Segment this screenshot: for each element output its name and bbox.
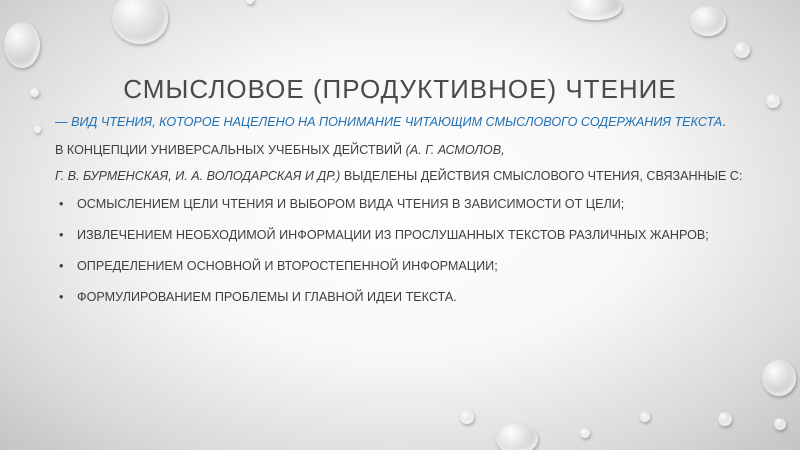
water-drop-decoration: [496, 424, 538, 450]
list-item-text: ИЗВЛЕЧЕНИЕМ НЕОБХОДИМОЙ ИНФОРМАЦИИ ИЗ ПРОСЛУШАННЫХ ТЕКСТОВ РАЗЛИЧНЫХ ЖАНРОВ;: [77, 228, 709, 242]
water-drop-decoration: [34, 126, 41, 133]
intro-line-2: [55, 165, 755, 187]
bullet-icon: •: [59, 228, 64, 242]
bullet-icon: •: [59, 197, 64, 211]
slide-body: [55, 111, 755, 317]
list-item: [55, 255, 755, 277]
slide-title: СМЫСЛОВОЕ (ПРОДУКТИВНОЕ) ЧТЕНИЕ: [123, 74, 677, 104]
list-item: [55, 193, 755, 215]
list-item: [55, 286, 755, 308]
water-drop-decoration: [640, 412, 650, 422]
water-drop-decoration: [112, 0, 168, 44]
definition-period: .: [722, 115, 726, 129]
water-drop-decoration: [734, 42, 750, 58]
water-drop-decoration: [580, 428, 590, 438]
water-drop-decoration: [774, 418, 786, 430]
water-drop-decoration: [460, 410, 474, 424]
definition-text: [55, 111, 755, 133]
intro-text-1: В КОНЦЕПЦИИ УНИВЕРСАЛЬНЫХ УЧЕБНЫХ ДЕЙСТВИЙ: [55, 143, 406, 157]
water-drop-decoration: [568, 0, 622, 20]
bullet-list: [55, 193, 755, 308]
water-drop-decoration: [4, 22, 40, 68]
water-drop-decoration: [718, 412, 732, 426]
bullet-icon: •: [59, 290, 64, 304]
list-item-text: ОПРЕДЕЛЕНИЕМ ОСНОВНОЙ И ВТОРОСТЕПЕННОЙ ИНФОРМАЦИИ;: [77, 259, 498, 273]
intro-line-1: [55, 139, 755, 161]
list-item-text: ОСМЫСЛЕНИЕМ ЦЕЛИ ЧТЕНИЯ И ВЫБОРОМ ВИДА ЧТЕНИЯ В ЗАВИСИМОСТИ ОТ ЦЕЛИ;: [77, 197, 625, 211]
water-drop-decoration: [762, 360, 796, 396]
list-item: [55, 224, 755, 246]
list-item-text: ФОРМУЛИРОВАНИЕМ ПРОБЛЕМЫ И ГЛАВНОЙ ИДЕИ ТЕКСТА.: [77, 290, 457, 304]
intro-authors-2: Г. В. БУРМЕНСКАЯ, И. А. ВОЛОДАРСКАЯ И ДР.): [55, 169, 341, 183]
definition-body: — ВИД ЧТЕНИЯ, КОТОРОЕ НАЦЕЛЕНО НА ПОНИМАНИЕ ЧИТАЮЩИМ СМЫСЛОВОГО СОДЕРЖАНИЯ ТЕКСТА: [55, 115, 723, 129]
bullet-icon: •: [59, 259, 64, 273]
water-drop-decoration: [246, 0, 254, 4]
intro-text-2: ВЫДЕЛЕНЫ ДЕЙСТВИЯ СМЫСЛОВОГО ЧТЕНИЯ, СВЯЗАННЫЕ С:: [340, 169, 743, 183]
intro-authors-1: (А. Г. АСМОЛОВ,: [405, 143, 505, 157]
water-drop-decoration: [690, 6, 726, 36]
